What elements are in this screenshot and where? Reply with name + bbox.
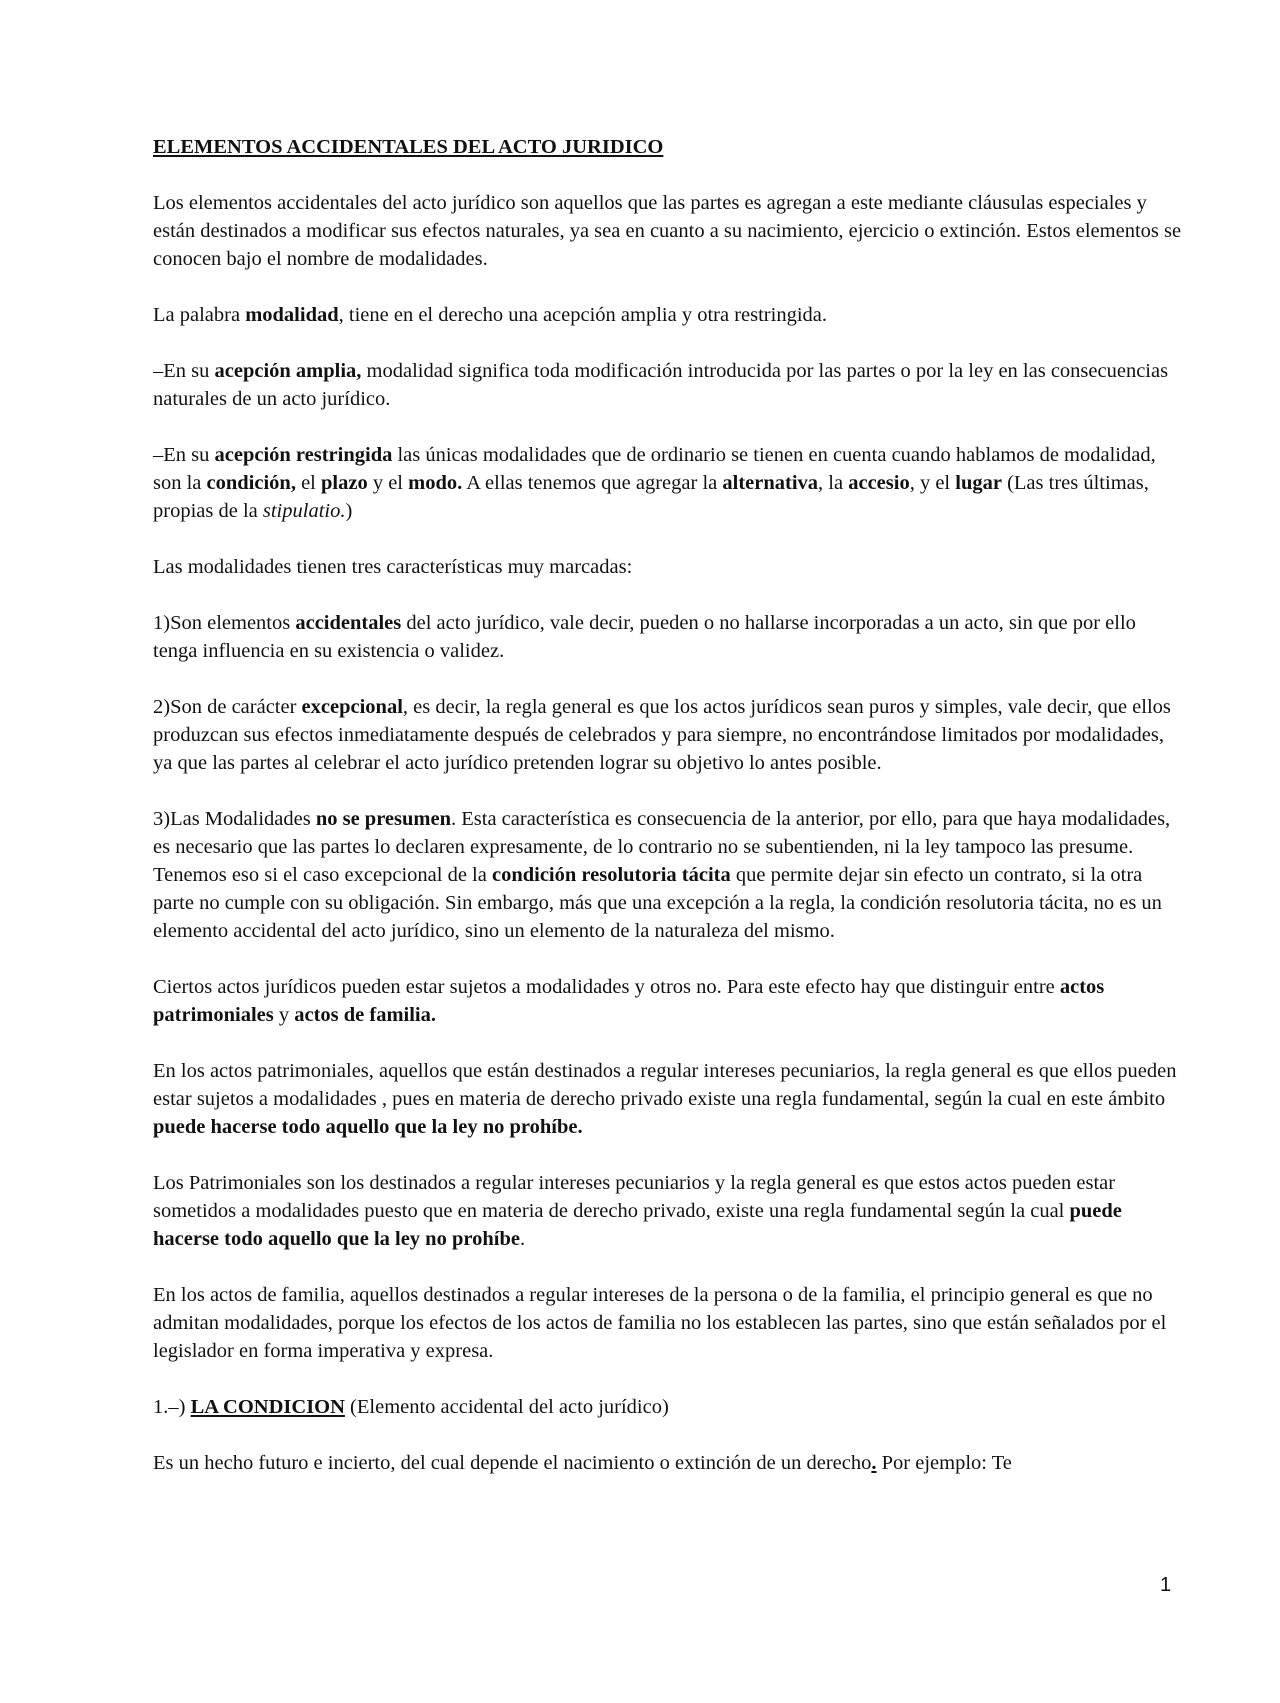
paragraph-distinguir: Ciertos actos jurídicos pueden estar sujetos a modalidades y otros no. Para este efecto hay que distinguir entre actos patrimoniales y actos de familia. [153,976,1105,1026]
paragraph-patrimoniales: Los Patrimoniales son los destinados a regular intereses pecuniarios y la regla general es que estos actos pueden estar sometidos a modalidades puesto que en materia de derecho privado, existe una regla fundamental según la cual puede hacerse todo aquello que la ley no prohíbe. [153,1172,1122,1250]
paragraph-condicion-definicion: Es un hecho futuro e incierto, del cual depende el nacimiento o extinción de un derecho. Por ejemplo: Te [153,1452,1012,1474]
paragraph-modalidad: La palabra modalidad, tiene en el derecho una acepción amplia y otra restringida. [153,304,827,326]
list-item-accidentales: 1)Son elementos accidentales del acto jurídico, vale decir, pueden o no hallarse incorporadas a un acto, sin que por ello tenga influencia en su existencia o validez. [153,612,1136,662]
list-item-no-se-presumen: 3)Las Modalidades no se presumen. Esta característica es consecuencia de la anterior, por ello, para que haya modalidades, es necesario que las partes lo declaren expresamente, de lo contrario no se subentienden, ni la ley tampoco las presume. Tenemos eso si el caso excepcional de la condición resolutoria tácita que permite dejar sin efecto un contrato, si la otra parte no cumple con su obligación. Sin embargo, más que una excepción a la regla, la condición resolutoria tácita, no es un elemento accidental del acto jurídico, sino un elemento de la naturaleza del mismo. [153,808,1171,942]
page-number: 1 [1160,1574,1172,1596]
paragraph-caracteristicas: Las modalidades tienen tres características muy marcadas: [153,556,633,578]
section-heading-condicion: 1.–) LA CONDICION (Elemento accidental del acto jurídico) [153,1396,669,1418]
paragraph-actos-patrimoniales: En los actos patrimoniales, aquellos que están destinados a regular intereses pecuniarios, la regla general es que ellos pueden estar sujetos a modalidades , pues en materia de derecho privado existe una regla fundamental, según la cual en este ámbito puede hacerse todo aquello que la ley no prohíbe. [153,1060,1177,1138]
document-title: ELEMENTOS ACCIDENTALES DEL ACTO JURIDICO [153,136,664,158]
paragraph-acepcion-amplia: –En su acepción amplia, modalidad significa toda modificación introducida por las partes o por la ley en las consecuencias naturales de un acto jurídico. [153,360,1169,410]
paragraph-acepcion-restringida: –En su acepción restringida las únicas modalidades que de ordinario se tienen en cuenta cuando hablamos de modalidad, son la condición, el plazo y el modo. A ellas tenemos que agregar la alternativa, la accesio, y el lugar (Las tres últimas, propias de la stipulatio.) [153,444,1156,522]
list-item-excepcional: 2)Son de carácter excepcional, es decir, la regla general es que los actos jurídicos sean puros y simples, vale decir, que ellos produzcan sus efectos inmediatamente después de celebrados y para siempre, no encontrándose limitados por modalidades, ya que las partes al celebrar el acto jurídico pretenden lograr su objetivo lo antes posible. [153,696,1171,774]
paragraph-actos-familia: En los actos de familia, aquellos destinados a regular intereses de la persona o de la familia, el principio general es que no admitan modalidades, porque los efectos de los actos de familia no los establecen las partes, sino que están señalados por el legislador en forma imperativa y expresa. [153,1284,1167,1362]
document-body [153,133,1183,1477]
paragraph-intro: Los elementos accidentales del acto jurídico son aquellos que las partes es agregan a este mediante cláusulas especiales y están destinados a modificar sus efectos naturales, ya sea en cuanto a su nacimiento, ejercicio o extinción. Estos elementos se conocen bajo el nombre de modalidades. [153,192,1182,270]
